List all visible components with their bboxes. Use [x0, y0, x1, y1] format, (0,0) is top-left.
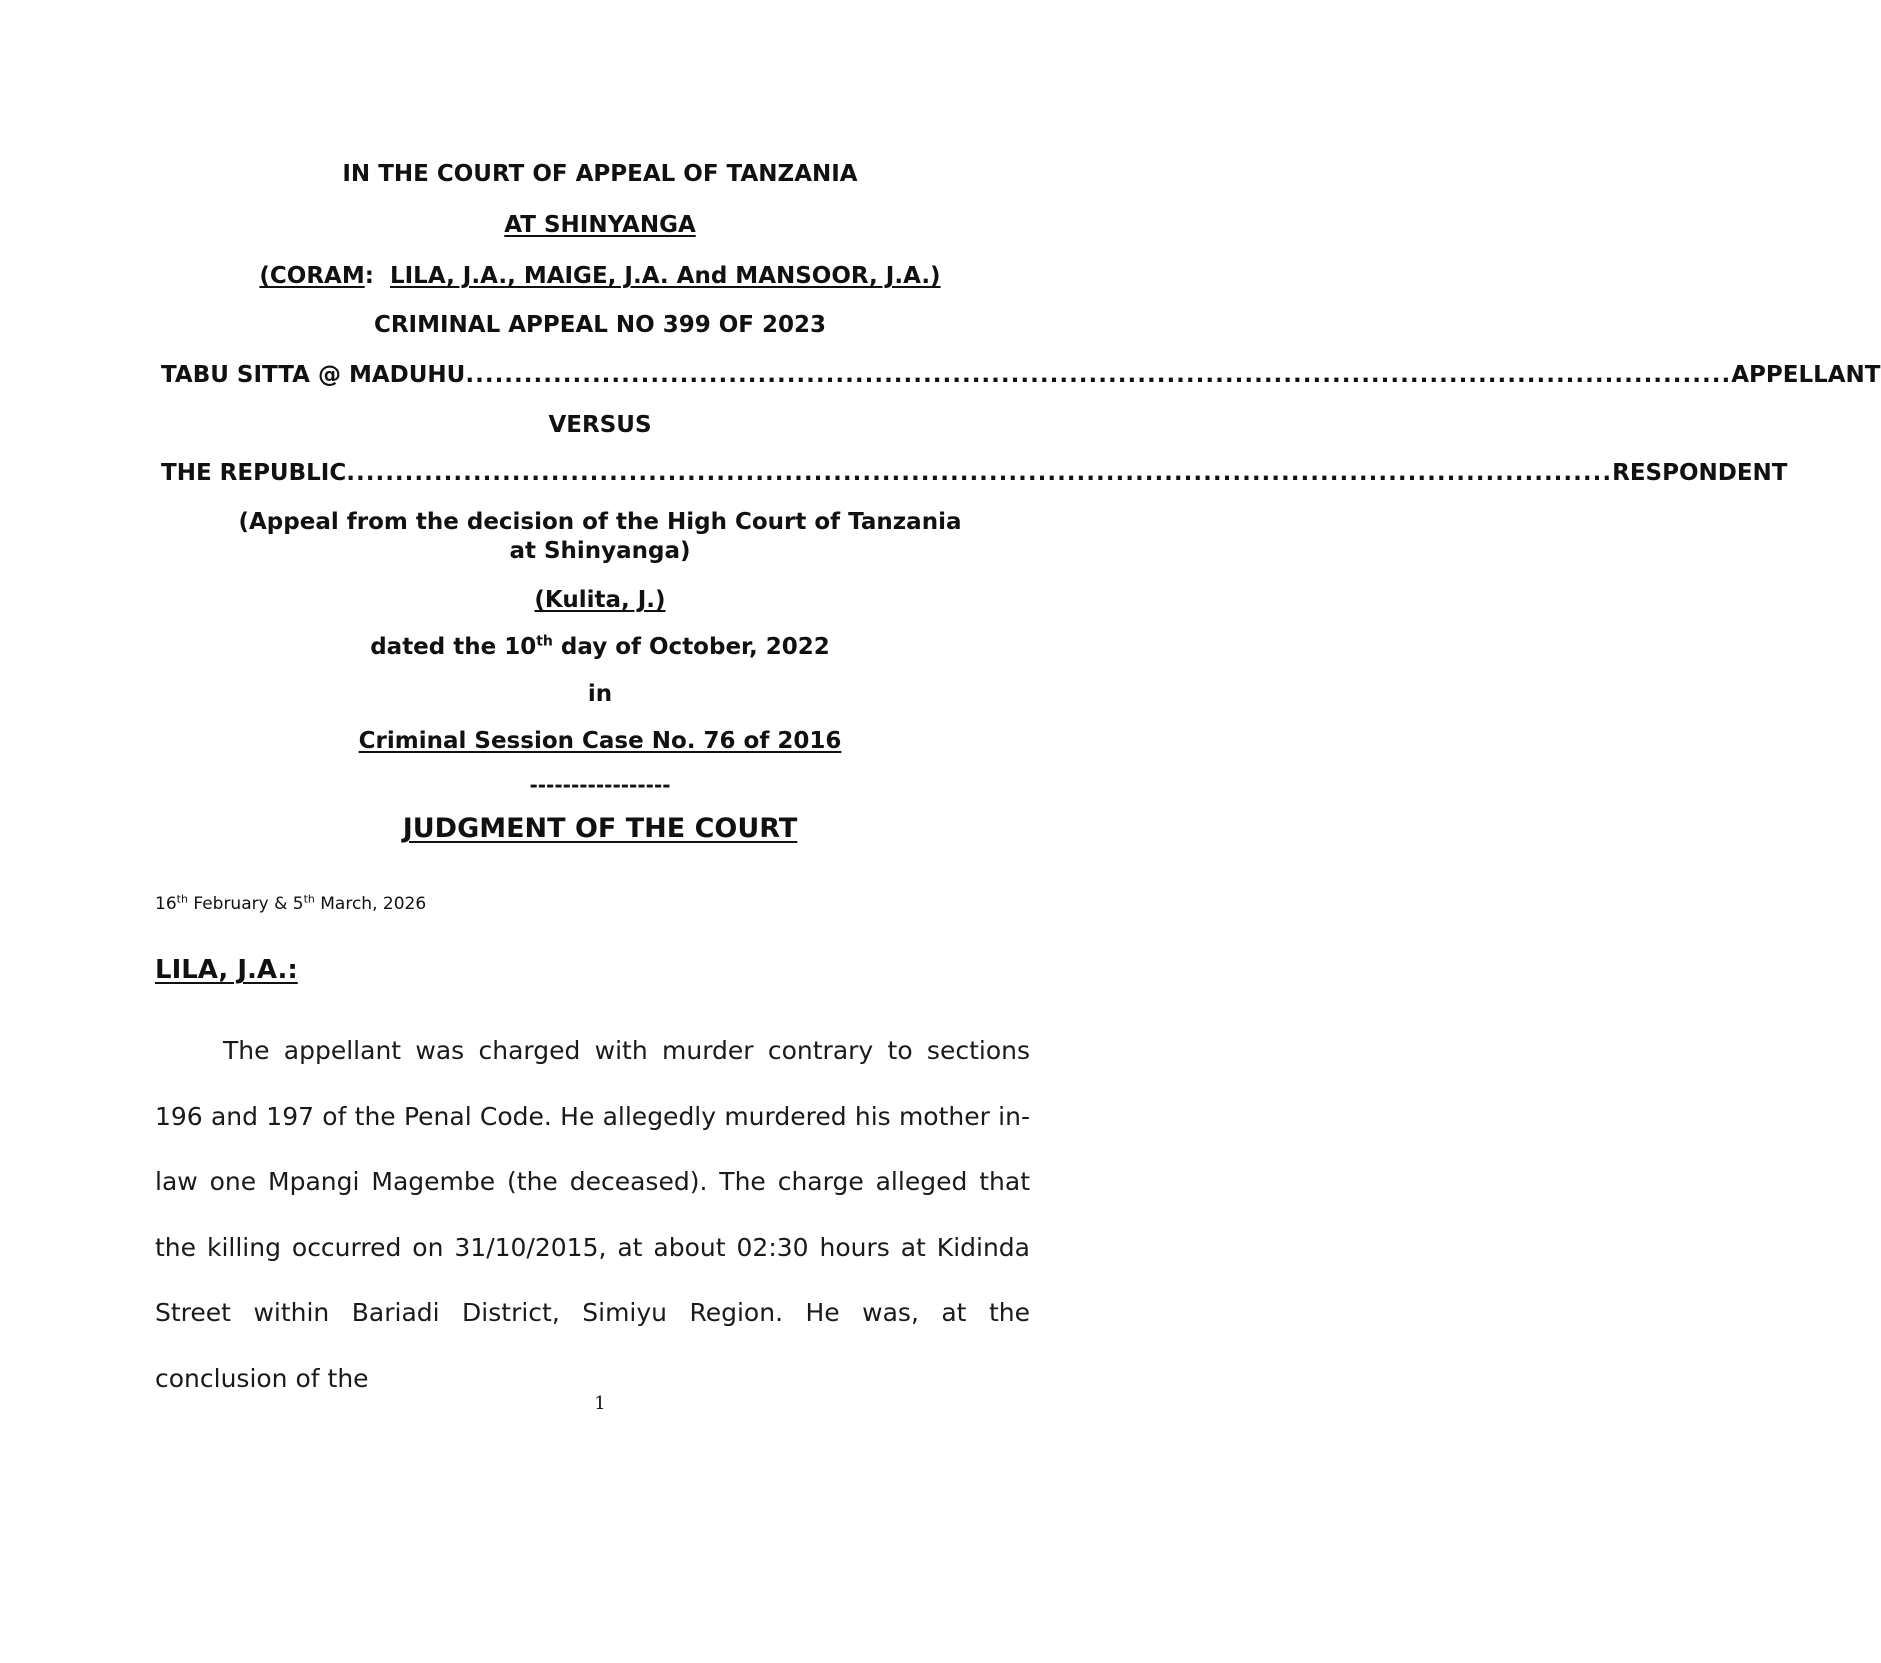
respondent-role: RESPONDENT: [1612, 460, 1788, 486]
date-1-day: 16: [155, 894, 177, 914]
author-heading: LILA, J.A.:: [155, 955, 298, 985]
coram-label: (CORAM: [259, 263, 365, 289]
lower-case: [0, 727, 1200, 755]
date-2-sup: th: [303, 892, 315, 906]
decision-date-sup: th: [536, 633, 553, 650]
separator: -----------------: [529, 773, 671, 797]
respondent-line: [161, 459, 1788, 487]
hearing-dates: [155, 893, 426, 915]
lower-case-text: Criminal Session Case No. 76 of 2016: [358, 728, 842, 754]
leader-dots: ..................................................................................................................................: [346, 460, 1613, 486]
judgment-title: JUDGMENT OF THE COURT: [402, 813, 798, 844]
decision-date: [0, 633, 1200, 661]
coram-line: [0, 262, 1200, 290]
coram-judges: LILA, J.A., MAIGE, J.A. And MANSOOR, J.A.): [389, 263, 941, 289]
date-2-rest: March, 2026: [314, 894, 427, 914]
page-number: 1: [594, 1393, 606, 1414]
appellant-name: TABU SITTA @ MADUHU: [161, 362, 466, 388]
court-location: [0, 211, 1200, 239]
appeal-from-line-2: at Shinyanga): [509, 538, 691, 564]
appellant-line: [161, 361, 1881, 389]
date-1-sup: th: [176, 892, 188, 906]
appeal-from-line-1: (Appeal from the decision of the High Court of Tanzania: [238, 509, 962, 535]
lower-court-judge-text: (Kulita, J.): [534, 587, 666, 613]
versus: VERSUS: [548, 412, 652, 438]
appeal-number: CRIMINAL APPEAL NO 399 OF 2023: [373, 312, 827, 338]
leader-dots: ..................................................................................................................................: [465, 362, 1732, 388]
coram-colon: :: [364, 263, 374, 289]
lower-court-judge: [0, 586, 1200, 614]
appellant-role: APPELLANT: [1731, 362, 1881, 388]
date-1-rest: February & 5: [187, 894, 304, 914]
in-label: in: [587, 681, 613, 707]
court-name: IN THE COURT OF APPEAL OF TANZANIA: [342, 161, 858, 187]
court-location-text: AT SHINYANGA: [504, 212, 696, 238]
respondent-name: THE REPUBLIC: [161, 460, 347, 486]
decision-date-prefix: dated the 10: [370, 634, 537, 660]
body-paragraph: The appellant was charged with murder contrary to sections 196 and 197 of the Penal Code. He allegedly murdered his mother in-law one Mpangi Magembe (the deceased). The charge alleged that the killing occurred on 31/10/2015, at about 02:30 hours at Kidinda Street within Bariadi District, Simiyu Region. He was, at the conclusion of the: [155, 1036, 1030, 1393]
decision-date-suffix: day of October, 2022: [552, 634, 830, 660]
